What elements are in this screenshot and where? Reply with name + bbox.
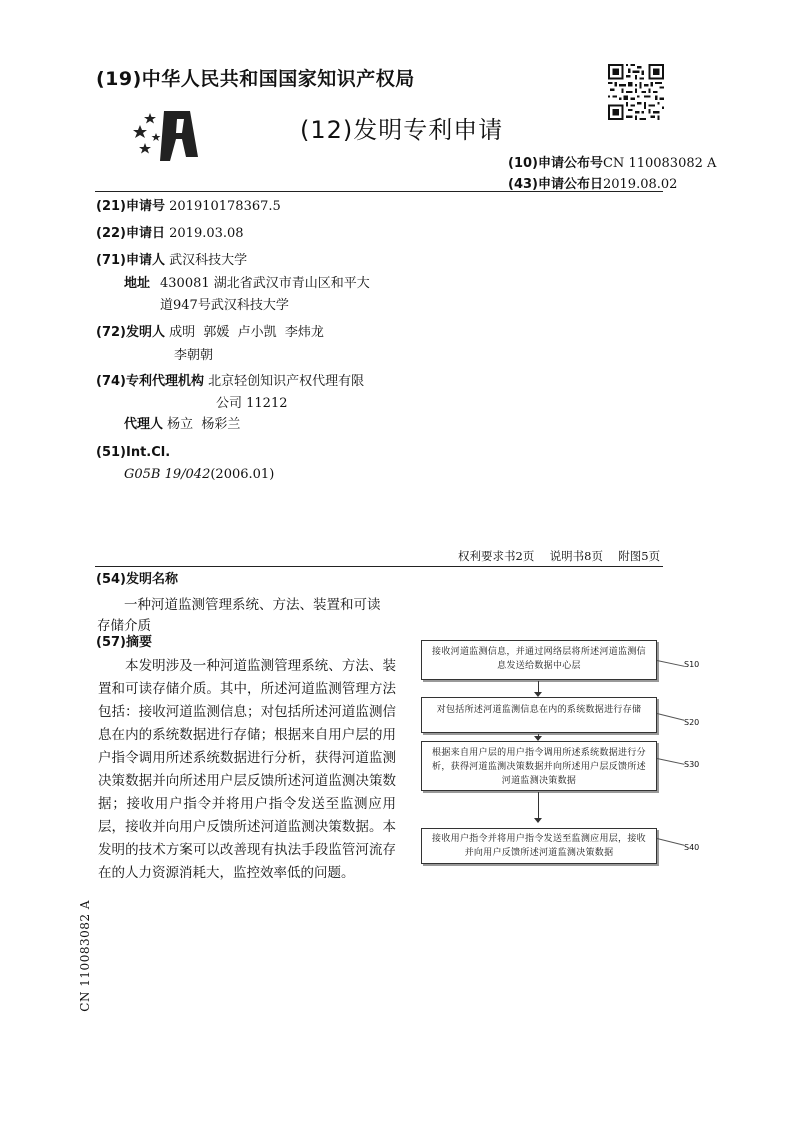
step-label: S20 (684, 718, 700, 727)
field-label: 专利代理机构 (125, 374, 204, 389)
applicant-field (96, 250, 247, 272)
field-number: (72) (96, 325, 126, 340)
document-type: (12)发明专利申请 (300, 116, 504, 144)
publication-number-label: (10)申请公布号 (508, 156, 603, 171)
application-number-field (96, 196, 281, 218)
agent-field (124, 414, 240, 436)
step-leader-line (657, 713, 684, 721)
publication-date-label: (43)申请公布日 (508, 177, 603, 192)
application-number: 201910178367.5 (169, 199, 281, 214)
agent-names: 杨立 杨彩兰 (167, 417, 241, 432)
int-cl-version: (2006.01) (210, 467, 275, 482)
abstract-heading (96, 632, 152, 654)
application-date: 2019.03.08 (169, 226, 244, 241)
flow-step-text: 接收河道监测信息，并通过网络层将所述河道监测信息发送给数据中心层 (432, 647, 646, 671)
field-label: Int.Cl. (125, 445, 171, 460)
field-number: (57) (96, 635, 126, 650)
inventors-line-1: 成明 郭媛 卢小凯 李炜龙 (169, 325, 324, 340)
field-number: (74) (96, 374, 126, 389)
int-cl-field (96, 442, 170, 464)
flow-step-box (421, 697, 657, 733)
flow-arrow (538, 792, 539, 818)
applicant-name: 武汉科技大学 (169, 253, 248, 268)
int-cl-classification (124, 464, 274, 486)
field-label: 地址 (124, 276, 151, 291)
invention-title-line-2: 存储介质 (97, 618, 151, 634)
step-label: S40 (684, 843, 700, 852)
flow-step-box (421, 828, 657, 864)
step-label: S10 (684, 660, 700, 669)
flow-step-text: 接收用户指令并将用户指令发送至监测应用层，接收并向用户反馈所述河道监测决策数据 (432, 834, 646, 858)
int-cl-code: G05B 19/042 (124, 467, 211, 482)
field-label: 代理人 (124, 417, 164, 432)
title-heading (96, 569, 178, 591)
step-label: S30 (684, 760, 700, 769)
field-label: 摘要 (125, 635, 152, 650)
inventors-line-2: 李朝朝 (174, 348, 214, 363)
side-publication-number: CN 110083082 A (78, 900, 92, 1012)
abstract-body (98, 655, 396, 885)
address-line-1: 430081 湖北省武汉市青山区和平大 (160, 276, 370, 291)
address-field (124, 273, 150, 295)
step-leader-line (657, 660, 685, 667)
step-leader-line (657, 838, 684, 846)
invention-title-line-1: 一种河道监测管理系统、方法、装置和可读 (124, 597, 381, 613)
field-number: (21) (96, 199, 126, 214)
agency-line-1: 北京轻创知识产权代理有限 (208, 374, 365, 389)
page-counts: 权利要求书2页 说明书8页 附图5页 (458, 549, 661, 563)
field-label: 发明人 (125, 325, 165, 340)
publication-date-row (508, 173, 677, 192)
qr-code (608, 64, 664, 120)
field-number: (22) (96, 226, 126, 241)
flow-step-box (421, 640, 657, 680)
cnipa-logo (130, 105, 202, 167)
field-number: (54) (96, 572, 126, 587)
flow-arrowhead (534, 818, 542, 823)
field-label: 发明名称 (125, 572, 178, 587)
field-label: 申请号 (125, 199, 165, 214)
flow-step-text: 对包括所述河道监测信息在内的系统数据进行存储 (436, 705, 642, 715)
publication-number: CN 110083082 A (602, 156, 717, 171)
field-number: (51) (96, 445, 126, 460)
publication-number-row (508, 152, 716, 171)
page-counts-divider (95, 566, 663, 567)
inventors-field (96, 322, 324, 344)
agency-line-2: 公司 11212 (216, 396, 288, 411)
header-divider (95, 191, 663, 192)
field-label: 申请人 (125, 253, 165, 268)
office-name: (19)中华人民共和国国家知识产权局 (96, 68, 415, 90)
flow-step-box (421, 741, 657, 791)
field-label: 申请日 (125, 226, 165, 241)
flow-step-text: 根据来自用户层的用户指令调用所述系统数据进行分析，获得河道监测决策数据并向所述用户层反馈所述河道监测决策数据 (432, 748, 646, 786)
step-leader-line (657, 758, 685, 765)
publication-date: 2019.08.02 (602, 177, 678, 192)
field-number: (71) (96, 253, 126, 268)
agency-field (96, 371, 364, 393)
application-date-field (96, 223, 244, 245)
address-line-2: 道947号武汉科技大学 (160, 298, 289, 313)
abstract-text: 本发明涉及一种河道监测管理系统、方法、装置和可读存储介质。其中，所述河道监测管理方法包括：接收河道监测信息；对包括所述河道监测信息在内的系统数据进行存储；根据来自用户层的用户指令调用所述系统数据进行分析，获得河道监测决策数据并向所述用户层反馈所述河道监测决策数据；接收用户指令并将用户指令发送至监测应用层，接收并向用户反馈所述河道监测决策数据。本发明的技术方案可以改善现有执法手段监管河流存在的人力资源消耗大，监控效率低的问题。 (98, 658, 396, 881)
